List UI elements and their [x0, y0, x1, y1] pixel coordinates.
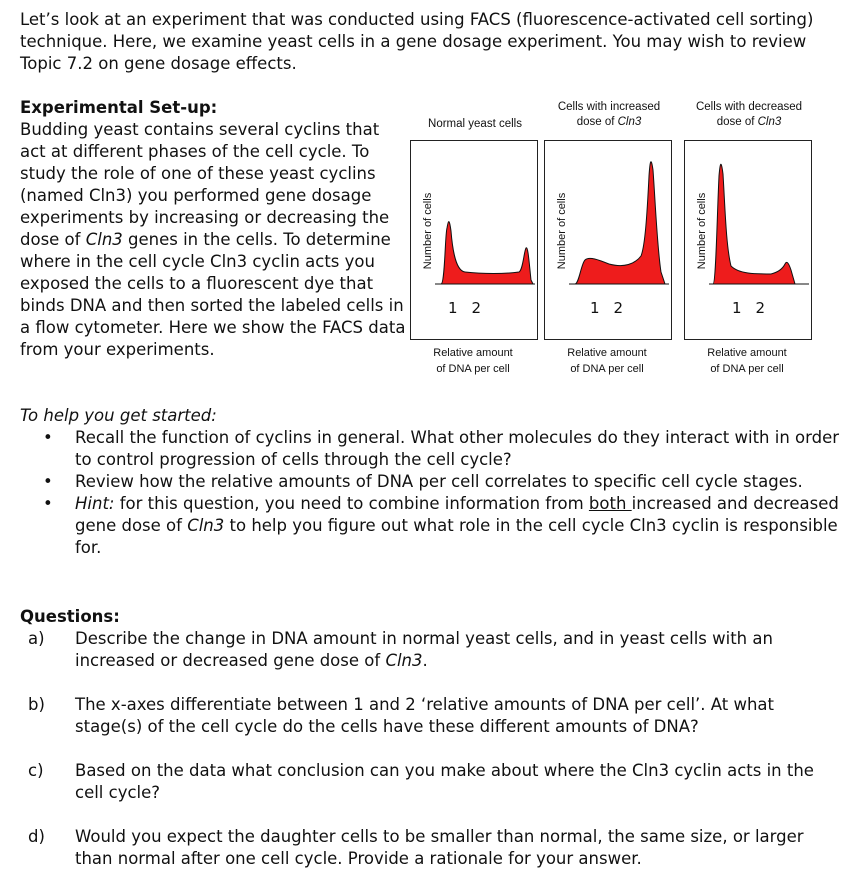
- histogram-fill: [435, 222, 535, 284]
- panel-title: Normal yeast cells: [428, 118, 522, 130]
- histogram-fill: [709, 164, 809, 284]
- facs-figure: [400, 95, 820, 375]
- histogram-increased: [569, 156, 669, 296]
- histogram-normal: [435, 176, 535, 296]
- y-axis-label: Number of cells: [556, 192, 568, 270]
- x-axis-label: Relative amount of DNA per cell: [433, 347, 513, 375]
- setup-text-b: genes in the cells. To determine where in the cell cycle Cln3 cyclin acts you exposed the cells to a fluorescent dye that binds DNA and then sorted the labeled cells in a flow cytometer. Here we show the FACS data from your experiments.: [20, 230, 406, 359]
- experimental-setup: [20, 97, 410, 361]
- x-ticks: 1 2: [590, 299, 624, 317]
- x-axis-label: Relative amount of DNA per cell: [567, 347, 647, 375]
- histogram-decreased: [709, 156, 809, 296]
- help-section: [20, 405, 840, 559]
- questions-heading: Questions:: [20, 607, 120, 626]
- x-ticks: 1 2: [448, 299, 482, 317]
- question-b: b) The x-axes differentiate between 1 and 2 ‘relative amounts of DNA per cell’. At what stage(s) of the cell cycle do the cells have these different amounts of DNA?: [28, 695, 775, 736]
- panel-frame: [684, 140, 812, 375]
- question-c: c) Based on the data what conclusion can you make about where the Cln3 cyclin acts in the cell cycle?: [28, 761, 814, 802]
- y-axis-label: Number of cells: [696, 192, 708, 270]
- x-axis-label: Relative amount of DNA per cell: [707, 347, 787, 375]
- help-bullet: • Review how the relative amounts of DNA per cell correlates to specific cell cycle stages.: [75, 471, 840, 493]
- setup-gene: Cln3: [85, 230, 123, 249]
- x-ticks: 1 2: [732, 299, 766, 317]
- questions-section: [20, 606, 840, 870]
- panel-frame: [410, 140, 538, 375]
- panel-frame: [544, 140, 672, 375]
- help-list: [20, 427, 840, 559]
- intro-text: Let’s look at an experiment that was conducted using FACS (fluorescence-activated cell sorting) technique. Here, we examine yeast cells in a gene dosage experiment. You may wish to review Topic 7.2 on gene dosage effects.: [20, 10, 814, 73]
- help-bullet: • Recall the function of cyclins in general. What other molecules do they interact with in order to control progression of cells through the cell cycle?: [75, 427, 840, 471]
- panel-title: Cells with decreased dose of Cln3: [695, 101, 803, 128]
- panel-title: Cells with increased dose of Cln3: [557, 101, 661, 128]
- y-axis-label: Number of cells: [422, 192, 434, 270]
- intro-paragraph: [20, 9, 840, 75]
- histogram-fill: [569, 162, 669, 284]
- setup-text-a: Budding yeast contains several cyclins that act at different phases of the cell cycle. To study the role of one of these yeast cyclins (named Cln3) you performed gene dosage experiments by increasing or decreasing the dose of: [20, 120, 390, 249]
- setup-heading: Experimental Set-up:: [20, 98, 218, 117]
- help-label: To help you get started:: [20, 406, 217, 425]
- question-d: d) Would you expect the daughter cells to be smaller than normal, the same size, or larger than normal after one cell cycle. Provide a rationale for your answer.: [28, 827, 804, 868]
- question-a: a) Describe the change in DNA amount in normal yeast cells, and in yeast cells with an increased or decreased gene dose of Cln3.: [28, 629, 773, 670]
- help-bullet: • Hint: for this question, you need to combine information from both increased and decreased gene dose of Cln3 to help you figure out what role in the cell cycle Cln3 cyclin is responsible for.: [75, 493, 840, 559]
